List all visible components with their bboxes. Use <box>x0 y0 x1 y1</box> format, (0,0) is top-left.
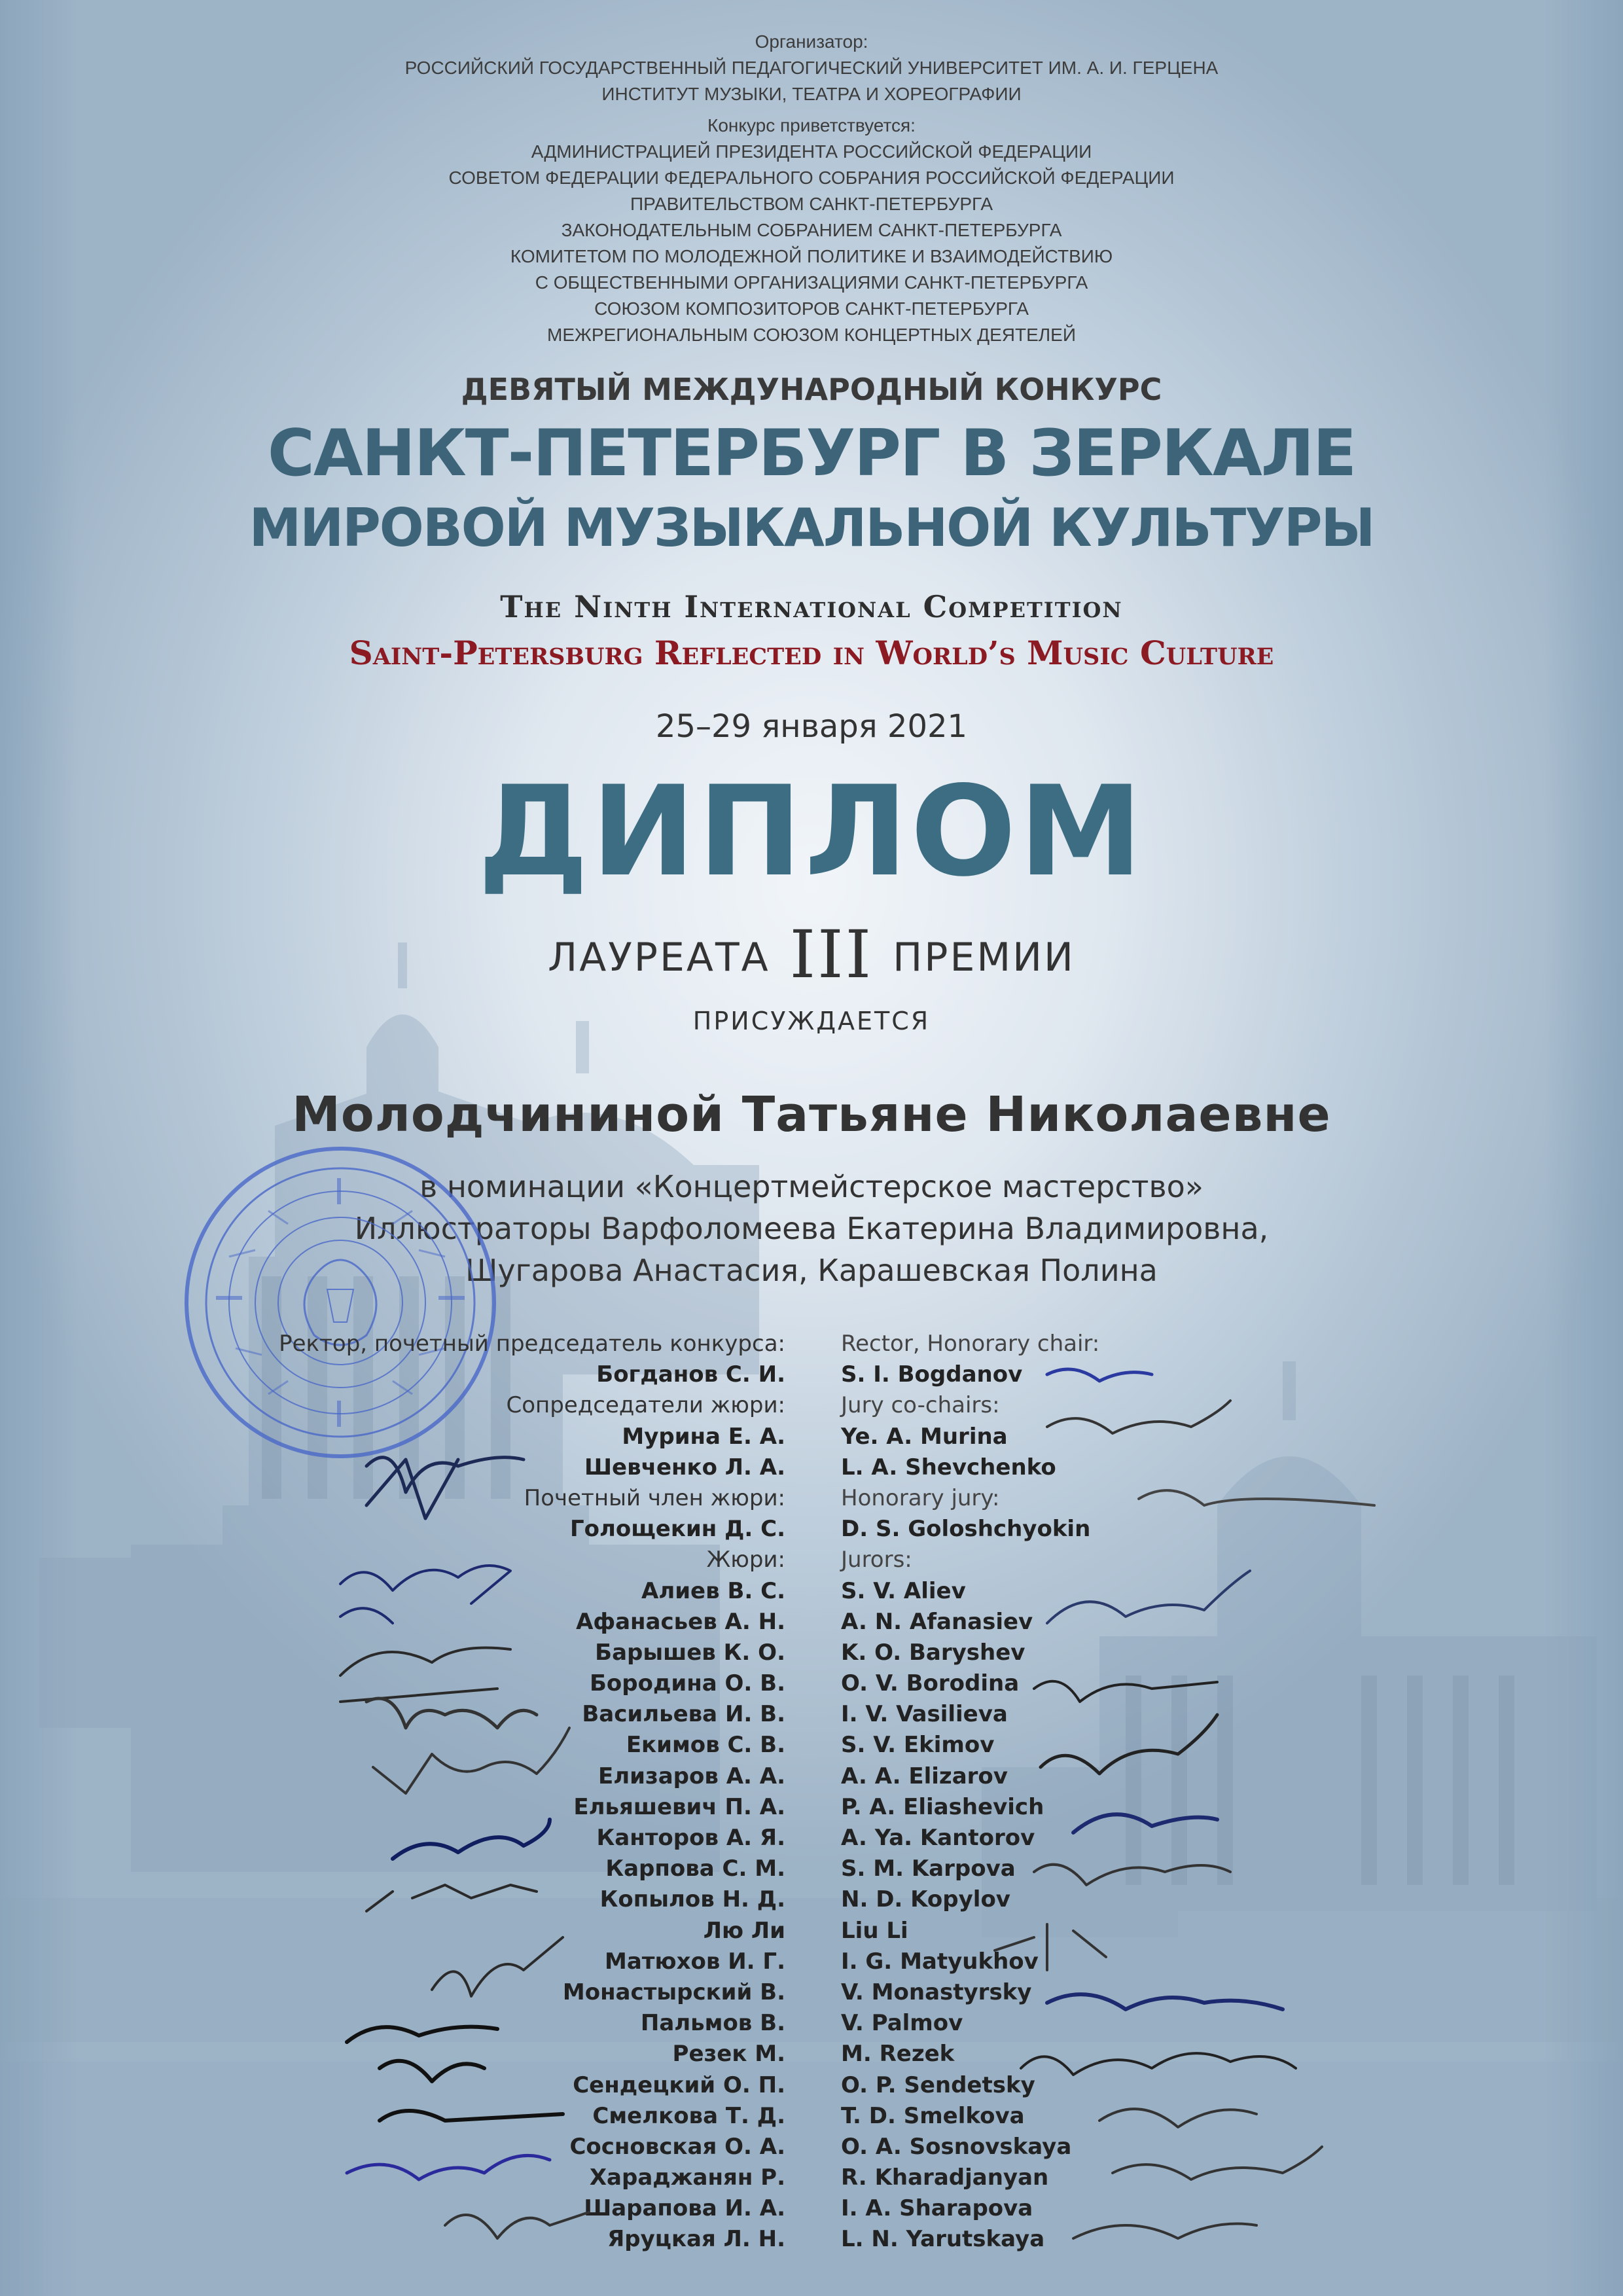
jury-member-ru: Резек М. <box>672 2041 785 2068</box>
jury-member-en: O. P. Sendetsky <box>841 2072 1035 2098</box>
organizer-label: Организатор: <box>755 31 868 52</box>
jury-member-ru: Богданов С. И. <box>596 1361 785 1388</box>
jury-member-en: Liu Li <box>841 1917 908 1944</box>
competition-subtitle-ru: ДЕВЯТЫЙ МЕЖДУНАРОДНЫЙ КОНКУРС <box>461 372 1162 407</box>
jury-role-label-ru: Ректор, почетный председатель конкурса: <box>279 1331 785 1357</box>
jury-role-label-ru: Почетный член жюри: <box>524 1484 785 1511</box>
jury-role-label-en: Honorary jury: <box>841 1484 1000 1511</box>
jury-member-en: L. N. Yarutskaya <box>841 2226 1045 2253</box>
jury-member-en: O. V. Borodina <box>841 1670 1020 1697</box>
welcome-line-5: КОМИТЕТОМ ПО МОЛОДЕЖНОЙ ПОЛИТИКЕ И ВЗАИМОДЕЙСТВИЮ <box>510 246 1113 266</box>
jury-member-en: K. O. Baryshev <box>841 1639 1026 1666</box>
jury-list-russian <box>196 1329 785 2255</box>
competition-dates: 25–29 января 2021 <box>655 708 968 745</box>
welcome-label: Конкурс приветствуется: <box>707 115 916 135</box>
jury-role-label-en: Jury co-chairs: <box>841 1392 1000 1419</box>
jury-member-ru: Матюхов И. Г. <box>605 1948 785 1975</box>
jury-member-ru: Яруцкая Л. Н. <box>607 2226 785 2253</box>
jury-member-en: L. A. Shevchenko <box>841 1454 1056 1480</box>
jury-member-ru: Копылов Н. Д. <box>599 1886 785 1913</box>
nomination-line-1: в номинации «Концертмейстерское мастерство» <box>419 1169 1204 1204</box>
welcome-line-7: СОЮЗОМ КОМПОЗИТОРОВ САНКТ-ПЕТЕРБУРГА <box>594 298 1029 319</box>
organizer-line-2: ИНСТИТУТ МУЗЫКИ, ТЕАТРА И ХОРЕОГРАФИИ <box>601 84 1022 104</box>
laureate-prefix: ЛАУРЕАТА <box>548 935 770 980</box>
organizer-line-1: РОССИЙСКИЙ ГОСУДАРСТВЕННЫЙ ПЕДАГОГИЧЕСКИЙ УНИВЕРСИТЕТ ИМ. А. И. ГЕРЦЕНА <box>404 58 1219 78</box>
jury-role-label-ru: Сопредседатели жюри: <box>506 1392 785 1419</box>
jury-member-ru: Барышев К. О. <box>595 1639 785 1666</box>
jury-member-ru: Шевченко Л. А. <box>584 1454 785 1480</box>
jury-member-en: M. Rezek <box>841 2041 955 2068</box>
jury-member-ru: Шарапова И. А. <box>584 2195 785 2222</box>
welcome-line-4: ЗАКОНОДАТЕЛЬНЫМ СОБРАНИЕМ САНКТ-ПЕТЕРБУРГА <box>561 220 1062 240</box>
jury-member-ru: Канторов А. Я. <box>596 1825 785 1851</box>
laureate-line <box>0 916 1623 993</box>
jury-member-ru: Лю Ли <box>703 1917 785 1944</box>
jury-member-en: A. N. Afanasiev <box>841 1608 1033 1635</box>
nomination-line-3: Шугарова Анастасия, Карашевская Полина <box>465 1253 1158 1288</box>
laureate-suffix: ПРЕМИИ <box>893 935 1075 980</box>
jury-member-ru: Монастырский В. <box>562 1979 785 2005</box>
jury-member-en: V. Palmov <box>841 2010 963 2037</box>
jury-member-ru: Екимов С. В. <box>626 1732 785 1759</box>
jury-member-ru: Алиев В. С. <box>641 1577 785 1604</box>
welcome-line-6: С ОБЩЕСТВЕННЫМИ ОРГАНИЗАЦИЯМИ САНКТ-ПЕТЕРБУРГА <box>535 272 1088 293</box>
prize-degree: III <box>789 916 874 993</box>
jury-member-ru: Сендецкий О. П. <box>573 2072 785 2098</box>
jury-member-en: P. A. Eliashevich <box>841 1793 1044 1820</box>
jury-member-ru: Афанасьев А. Н. <box>576 1608 785 1635</box>
jury-member-en: S. I. Bogdanov <box>841 1361 1023 1388</box>
jury-list-english <box>841 1329 1364 2255</box>
jury-member-ru: Елизаров А. А. <box>598 1763 785 1789</box>
jury-member-ru: Мурина Е. А. <box>622 1423 785 1450</box>
jury-member-en: S. M. Karpova <box>841 1856 1016 1882</box>
jury-member-ru: Сосновская О. А. <box>569 2133 785 2160</box>
competition-subtitle-en: The Ninth International Competition <box>500 589 1123 624</box>
diploma-title: ДИПЛОМ <box>478 759 1145 904</box>
jury-member-en: I. A. Sharapova <box>841 2195 1033 2222</box>
jury-role-label-ru: Жюри: <box>706 1547 785 1573</box>
jury-member-ru: Смелкова Т. Д. <box>592 2102 785 2129</box>
jury-member-en: D. S. Goloshchyokin <box>841 1516 1091 1543</box>
welcome-line-1: АДМИНИСТРАЦИЕЙ ПРЕЗИДЕНТА РОССИЙСКОЙ ФЕДЕРАЦИИ <box>531 141 1092 162</box>
jury-member-ru: Васильева И. В. <box>582 1701 785 1728</box>
competition-title-en: Saint-Petersburg Reflected in World’s Music Culture <box>349 634 1274 672</box>
jury-member-ru: Карпова С. М. <box>605 1856 785 1882</box>
jury-member-en: R. Kharadjanyan <box>841 2164 1049 2191</box>
welcome-line-2: СОВЕТОМ ФЕДЕРАЦИИ ФЕДЕРАЛЬНОГО СОБРАНИЯ РОССИЙСКОЙ ФЕДЕРАЦИИ <box>448 168 1175 188</box>
jury-member-en: S. V. Aliev <box>841 1577 966 1604</box>
jury-member-ru: Ельяшевич П. А. <box>573 1793 785 1820</box>
jury-member-en: I. V. Vasilieva <box>841 1701 1008 1728</box>
competition-title-ru-line-2: МИРОВОЙ МУЗЫКАЛЬНОЙ КУЛЬТУРЫ <box>249 497 1374 558</box>
jury-member-en: A. Ya. Kantorov <box>841 1825 1035 1851</box>
jury-role-label-en: Rector, Honorary chair: <box>841 1331 1100 1357</box>
welcome-line-3: ПРАВИТЕЛЬСТВОМ САНКТ-ПЕТЕРБУРГА <box>630 194 993 214</box>
jury-member-en: V. Monastyrsky <box>841 1979 1032 2005</box>
jury-member-en: T. D. Smelkova <box>841 2102 1025 2129</box>
jury-member-ru: Голощекин Д. С. <box>569 1516 785 1543</box>
recipient-name: Молодчининой Татьяне Николаевне <box>292 1086 1331 1143</box>
nomination-line-2: Иллюстраторы Варфоломеева Екатерина Владимировна, <box>354 1211 1269 1246</box>
jury-member-ru: Хараджанян Р. <box>589 2164 785 2191</box>
awarded-label: ПРИСУЖДАЕТСЯ <box>692 1007 931 1035</box>
competition-title-ru-line-1: САНКТ-ПЕТЕРБУРГ В ЗЕРКАЛЕ <box>267 416 1356 491</box>
jury-member-en: A. A. Elizarov <box>841 1763 1008 1789</box>
jury-member-en: N. D. Kopylov <box>841 1886 1010 1913</box>
jury-member-en: O. A. Sosnovskaya <box>841 2133 1072 2160</box>
jury-member-en: I. G. Matyukhov <box>841 1948 1039 1975</box>
jury-role-label-en: Jurors: <box>841 1547 912 1573</box>
jury-member-en: S. V. Ekimov <box>841 1732 995 1759</box>
welcome-line-8: МЕЖРЕГИОНАЛЬНЫМ СОЮЗОМ КОНЦЕРТНЫХ ДЕЯТЕЛЕЙ <box>547 325 1076 345</box>
jury-member-ru: Бородина О. В. <box>589 1670 785 1697</box>
jury-member-ru: Пальмов В. <box>640 2010 785 2037</box>
jury-member-en: Ye. A. Murina <box>841 1423 1008 1450</box>
